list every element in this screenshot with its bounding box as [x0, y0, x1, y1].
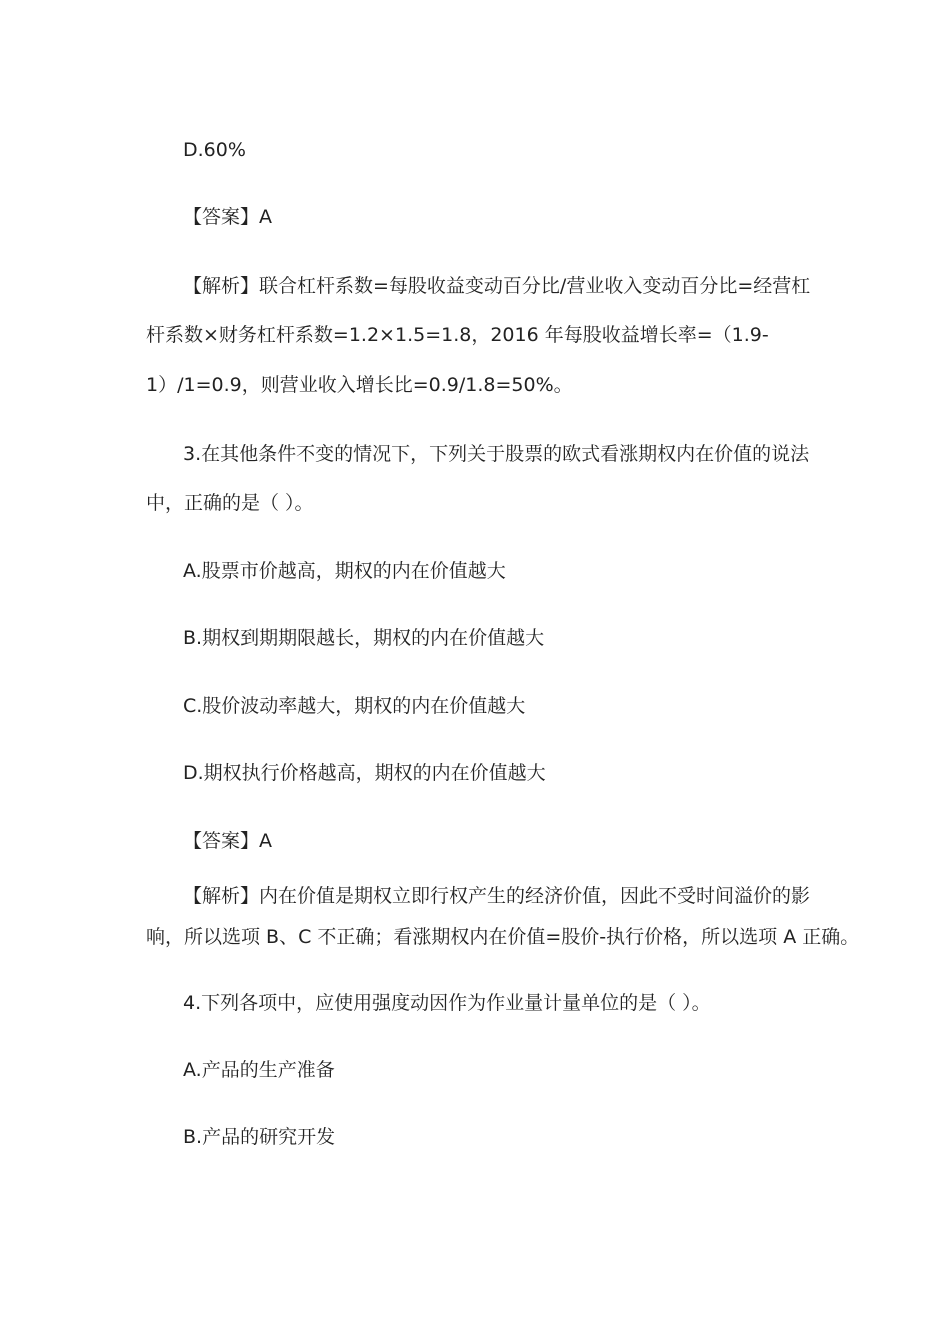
explanation-q3-line1: 【解析】内在价值是期权立即行权产生的经济价值，因此不受时间溢价的影 [183, 885, 811, 907]
option-a-q3: A.股票市价越高，期权的内在价值越大 [183, 560, 506, 582]
option-b-q4: B.产品的研究开发 [183, 1126, 336, 1148]
option-b-q3: B.期权到期期限越长，期权的内在价值越大 [183, 627, 545, 649]
option-c-q3: C.股价波动率越大，期权的内在价值越大 [183, 695, 526, 717]
option-a-q4: A.产品的生产准备 [183, 1059, 335, 1081]
explanation-q2-line2: 杆系数×财务杠杆系数=1.2×1.5=1.8，2016 年每股收益增长率=（1.9- [146, 324, 769, 346]
question-3-line2: 中，正确的是（ ）。 [146, 492, 314, 514]
question-4: 4.下列各项中，应使用强度动因作为作业量计量单位的是（ ）。 [183, 992, 711, 1014]
explanation-q2-line3: 1）/1=0.9，则营业收入增长比=0.9/1.8=50%。 [146, 374, 573, 396]
explanation-q3-line2: 响，所以选项 B、C 不正确；看涨期权内在价值=股价-执行价格，所以选项 A 正确。 [146, 926, 860, 948]
option-d-q3: D.期权执行价格越高，期权的内在价值越大 [183, 762, 546, 784]
explanation-q2-line1: 【解析】联合杠杆系数=每股收益变动百分比/营业收入变动百分比=经营杠 [183, 275, 811, 297]
answer-q3: 【答案】A [183, 830, 272, 852]
option-d-q2: D.60% [183, 139, 246, 161]
answer-q2: 【答案】A [183, 206, 272, 228]
question-3-line1: 3.在其他条件不变的情况下，下列关于股票的欧式看涨期权内在价值的说法 [183, 443, 810, 465]
